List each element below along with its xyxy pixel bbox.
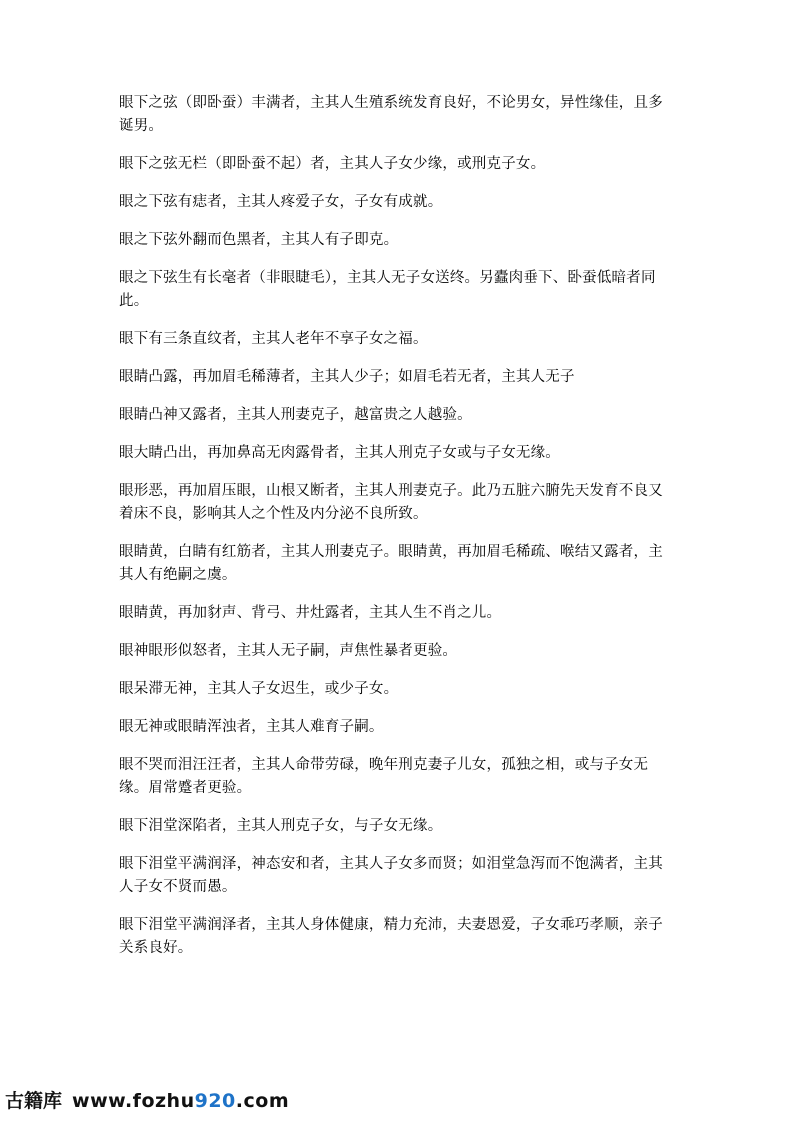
paragraph: 眼大睛凸出，再加鼻高无肉露骨者，主其人刑克子女或与子女无缘。 [119,445,560,461]
paragraph: 眼下有三条直纹者，主其人老年不享子女之福。 [119,331,428,347]
footer-url-prefix: www.fozhu [72,1090,195,1112]
paragraph: 眼无神或眼睛浑浊者，主其人难育子嗣。 [119,719,384,735]
paragraph: 眼不哭而泪汪汪者，主其人命带劳碌，晚年刑克妻子儿女，孤独之相，或与子女无缘。眉常蹙者更验。 [119,757,649,796]
paragraph: 眼之下弦外翻而色黑者，主其人有子即克。 [119,232,399,248]
paragraph: 眼下之弦（即卧蚕）丰满者，主其人生殖系统发育良好，不论男女，异性缘佳，且多诞男。 [119,95,663,134]
paragraph: 眼睛凸露，再加眉毛稀薄者，主其人少子；如眉毛若无者，主其人无子 [119,369,575,385]
paragraph: 眼形恶，再加眉压眼，山根又断者，主其人刑妻克子。此乃五脏六腑先天发育不良又着床不良，影响其人之个性及内分泌不良所致。 [119,483,663,522]
paragraph: 眼睛凸神又露者，主其人刑妻克子，越富贵之人越验。 [119,407,472,423]
paragraph: 眼下泪堂平满润泽，神态安和者，主其人子女多而贤；如泪堂急泻而不饱满者，主其人子女不贤而愚。 [119,856,663,895]
paragraph: 眼下泪堂平满润泽者，主其人身体健康，精力充沛，夫妻恩爱，子女乖巧孝顺，亲子关系良好。 [119,917,663,956]
paragraph: 眼睛黄，白睛有红筋者，主其人刑妻克子。眼睛黄，再加眉毛稀疏、喉结又露者，主其人有绝嗣之虞。 [119,544,663,583]
footer-url-link[interactable] [72,1090,289,1112]
paragraph: 眼之下弦生有长毫者（非眼睫毛），主其人无子女送终。另蠹肉垂下、卧蚕低暗者同此。 [119,270,656,309]
paragraph: 眼之下弦有痣者，主其人疼爱子女，子女有成就。 [119,194,443,210]
paragraph: 眼下之弦无栏（即卧蚕不起）者，主其人子女少缘，或刑克子女。 [119,156,546,172]
document-body [119,92,669,975]
footer-site-name: 古籍库 [5,1090,63,1112]
paragraph: 眼神眼形似怒者，主其人无子嗣，声焦性暴者更验。 [119,643,458,659]
footer-url-suffix: .com [235,1090,290,1112]
paragraph: 眼下泪堂深陷者，主其人刑克子女，与子女无缘。 [119,818,443,834]
footer-watermark [5,1086,289,1116]
paragraph: 眼睛黄，再加豺声、背弓、井灶露者，主其人生不肖之儿。 [119,605,502,621]
paragraph: 眼呆滞无神，主其人子女迟生，或少子女。 [119,681,399,697]
footer-url-number: 920 [194,1090,236,1112]
